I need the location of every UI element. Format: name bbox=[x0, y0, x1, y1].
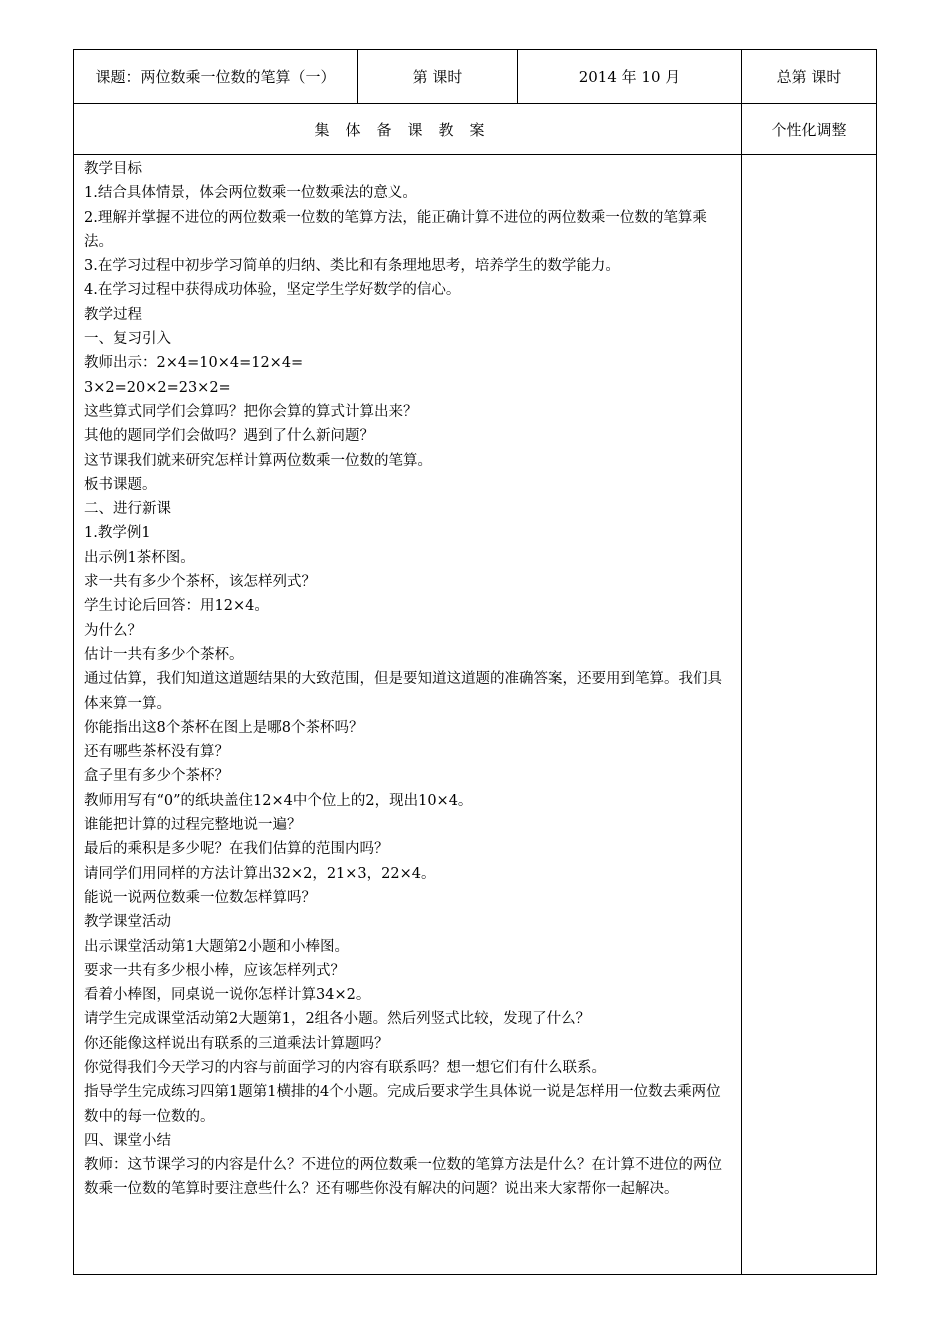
content-line: 盒子里有多少个茶杯？ bbox=[84, 768, 229, 785]
content-line: 通过估算，我们知道这道题结果的大致范围，但是要知道这道题的准确答案，还要用到笔算。我们具体来算一算。 bbox=[84, 671, 722, 712]
content-line: 1.结合具体情景，体会两位数乘一位数乘法的意义。 bbox=[84, 185, 417, 202]
content-line: 4.在学习过程中获得成功体验，坚定学生学好数学的信心。 bbox=[84, 282, 461, 299]
title-row bbox=[74, 104, 876, 155]
content-line: 请学生完成课堂活动第2大题第1，2组各小题。然后列竖式比较，发现了什么？ bbox=[84, 1011, 591, 1028]
content-line: 教学课堂活动 bbox=[84, 914, 171, 931]
adjust-column bbox=[742, 155, 876, 1274]
content-line: 教师出示：2×4=10×4=12×4= bbox=[84, 355, 304, 372]
content-line: 二、进行新课 bbox=[84, 501, 171, 518]
content-line: 指导学生完成练习四第1题第1横排的4个小题。完成后要求学生具体说一说是怎样用一位数去乘两位数中的每一位数的。 bbox=[84, 1084, 721, 1125]
content-line: 四、课堂小结 bbox=[84, 1132, 171, 1149]
content-line: 你觉得我们今天学习的内容与前面学习的内容有联系吗？想一想它们有什么联系。 bbox=[84, 1059, 606, 1076]
lesson-plan-table bbox=[73, 49, 877, 1275]
content-line: 其他的题同学们会做吗？遇到了什么新问题？ bbox=[84, 428, 374, 445]
content-line: 谁能把计算的过程完整地说一遍？ bbox=[84, 817, 302, 834]
content-line: 教学过程 bbox=[84, 306, 142, 323]
content-line: 3×2=20×2=23×2= bbox=[84, 379, 231, 396]
total-lesson-cell: 总第 课时 bbox=[776, 68, 842, 86]
content-line: 最后的乘积是多少呢？在我们估算的范围内吗？ bbox=[84, 841, 389, 858]
content-line: 教学目标 bbox=[84, 161, 142, 177]
body-row bbox=[74, 155, 876, 1274]
content-line: 这节课我们就来研究怎样计算两位数乘一位数的笔算。 bbox=[84, 452, 432, 469]
lesson-content bbox=[74, 155, 742, 1274]
content-line: 你还能像这样说出有联系的三道乘法计算题吗？ bbox=[84, 1035, 389, 1052]
content-line: 出示例1茶杯图。 bbox=[84, 549, 195, 566]
content-line: 请同学们用同样的方法计算出32×2，21×3，22×4。 bbox=[84, 865, 436, 882]
content-line: 还有哪些茶杯没有算？ bbox=[84, 744, 229, 761]
date-cell: 2014 年 10 月 bbox=[518, 50, 742, 103]
content-line: 学生讨论后回答：用12×4。 bbox=[84, 598, 269, 615]
adjust-heading: 个性化调整 bbox=[771, 120, 847, 139]
content-line: 教师用写有“0”的纸块盖住12×4中个位上的2，现出10×4。 bbox=[84, 792, 473, 809]
plan-title: 集体备课教案 bbox=[74, 104, 742, 154]
topic-cell: 课题：两位数乘一位数的笔算（一） bbox=[74, 50, 358, 103]
content-line: 你能指出这8个茶杯在图上是哪8个茶杯吗？ bbox=[84, 719, 364, 736]
content-line: 1.教学例1 bbox=[84, 525, 151, 542]
content-line: 求一共有多少个茶杯，该怎样列式？ bbox=[84, 574, 316, 591]
content-line: 一、复习引入 bbox=[84, 331, 171, 348]
content-line: 看着小棒图，同桌说一说你怎样计算34×2。 bbox=[84, 987, 371, 1004]
content-line: 为什么？ bbox=[84, 622, 142, 639]
content-line: 估计一共有多少个茶杯。 bbox=[84, 646, 244, 663]
content-line: 3.在学习过程中初步学习简单的归纳、类比和有条理地思考，培养学生的数学能力。 bbox=[84, 258, 620, 275]
content-line: 板书课题。 bbox=[84, 476, 157, 493]
lesson-cell: 第 课时 bbox=[358, 50, 518, 103]
content-line: 教师：这节课学习的内容是什么？不进位的两位数乘一位数的笔算方法是什么？在计算不进位的两位数乘一位数的笔算时要注意些什么？还有哪些你没有解决的问题？说出来大家帮你一起解决。 bbox=[84, 1157, 722, 1198]
header-row bbox=[74, 50, 876, 104]
content-line: 要求一共有多少根小棒，应该怎样列式？ bbox=[84, 962, 345, 979]
content-line: 这些算式同学们会算吗？把你会算的算式计算出来？ bbox=[84, 403, 418, 420]
content-line: 2.理解并掌握不进位的两位数乘一位数的笔算方法，能正确计算不进位的两位数乘一位数的笔算乘法。 bbox=[84, 209, 707, 250]
content-line: 能说一说两位数乘一位数怎样算吗？ bbox=[84, 889, 316, 906]
content-line: 出示课堂活动第1大题第2小题和小棒图。 bbox=[84, 938, 349, 955]
